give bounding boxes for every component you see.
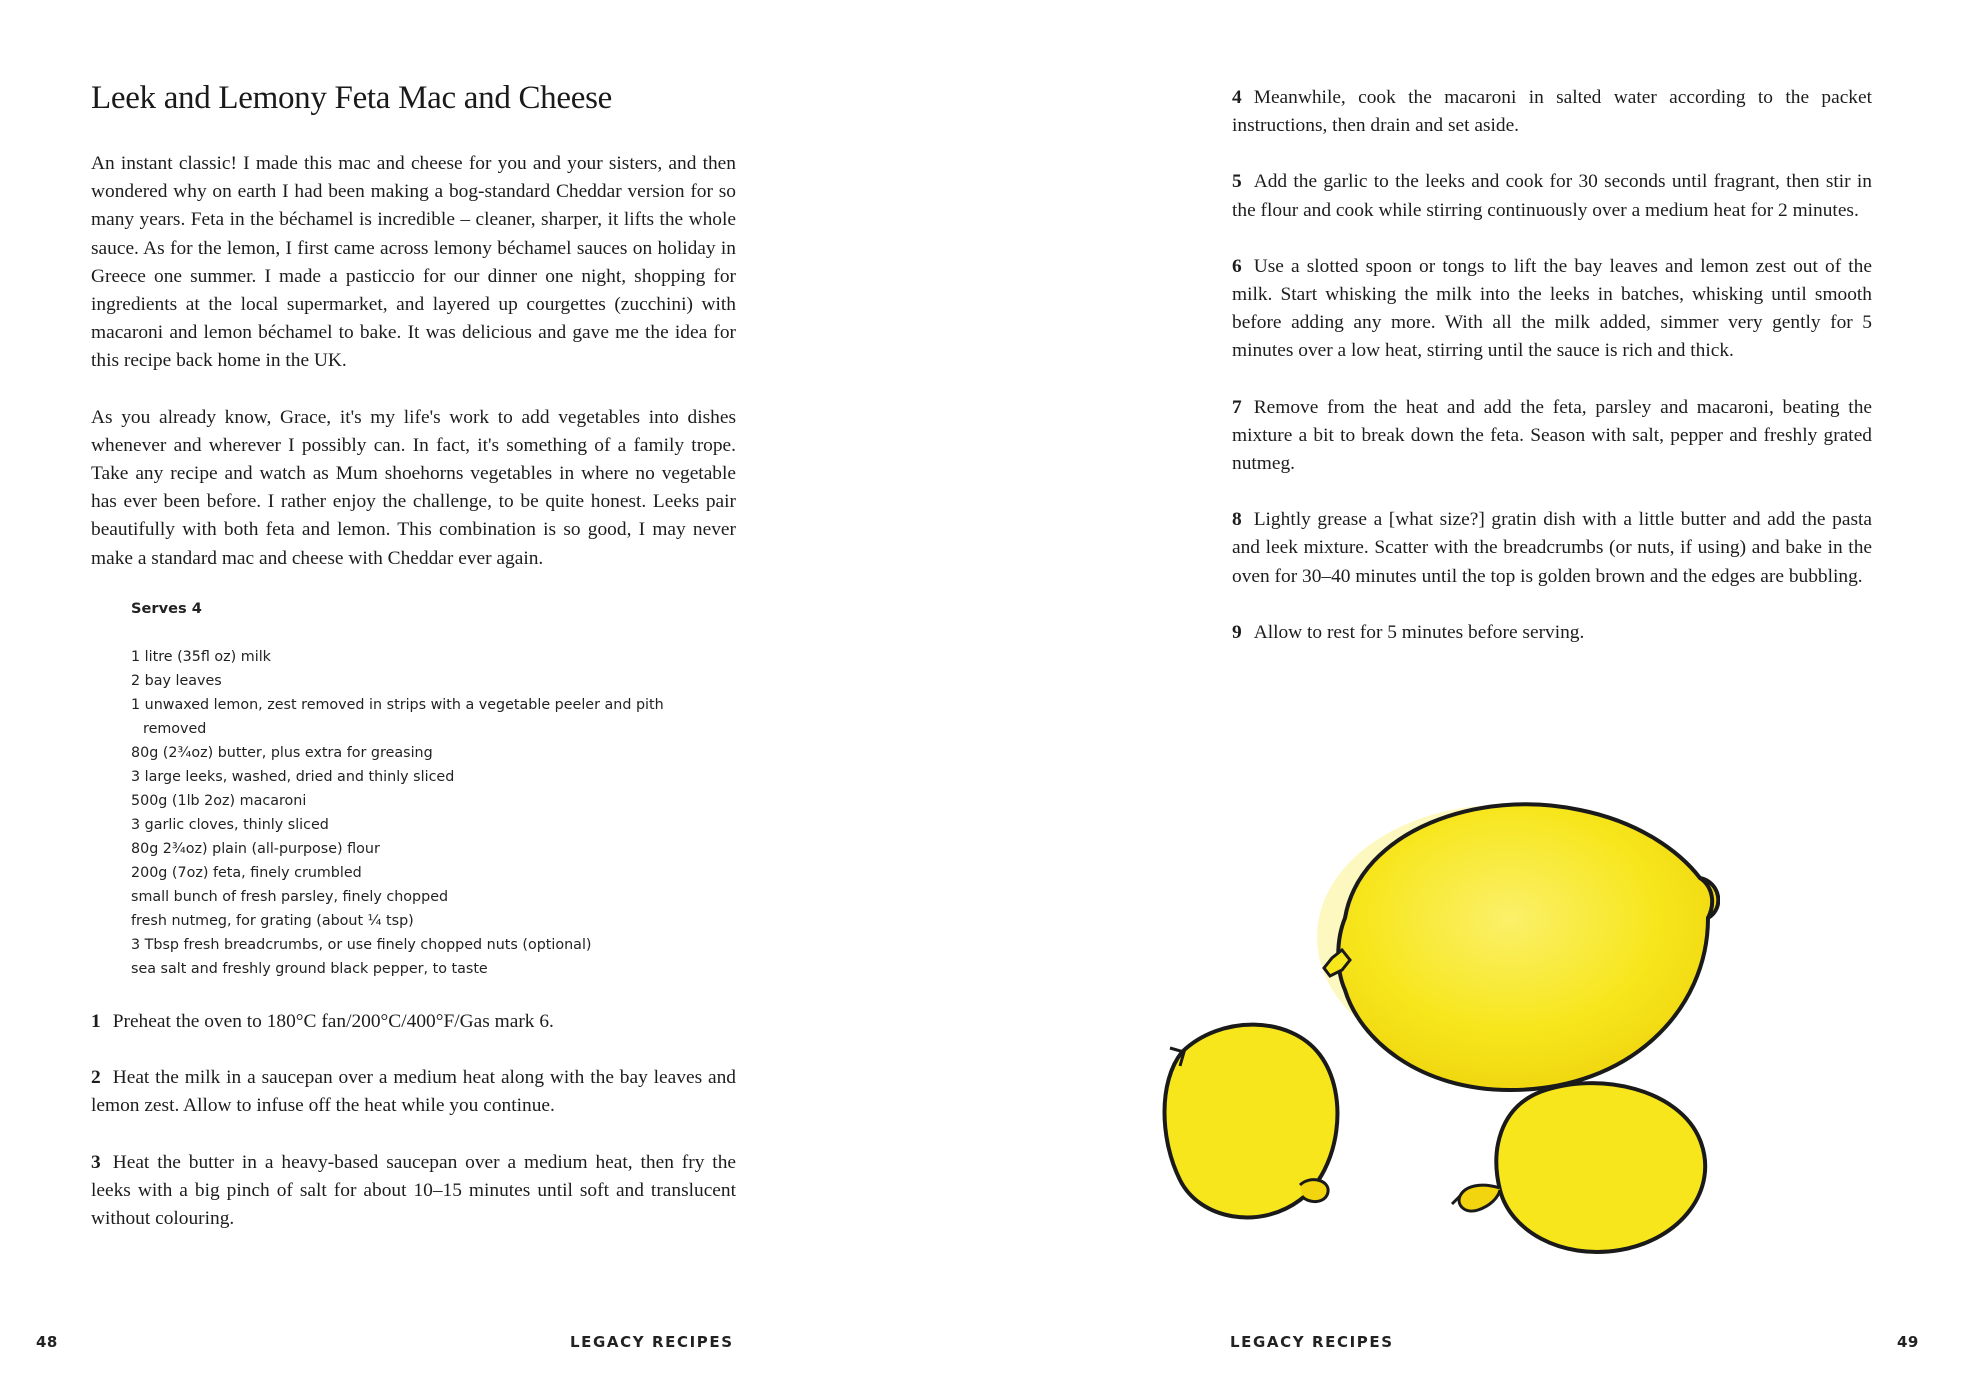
step-text: Remove from the heat and add the feta, parsley and macaroni, beating the mixture a bit to break down the feta. Season with salt, pepper and freshly grated nutmeg. — [1232, 396, 1872, 475]
ingredient-item: fresh nutmeg, for grating (about ¼ tsp) — [131, 913, 414, 929]
method-step — [1232, 394, 1872, 479]
page-number-left: 48 — [36, 1333, 58, 1351]
ingredient-item: 80g (2¾oz) butter, plus extra for greasing — [131, 745, 433, 761]
method-step — [1232, 84, 1872, 140]
step-number: 8 — [1232, 509, 1242, 531]
running-head-right: LEGACY RECIPES — [1230, 1333, 1394, 1351]
method-step — [91, 1008, 736, 1036]
ingredient-item: 80g 2¾oz) plain (all-purpose) flour — [131, 841, 380, 857]
step-text: Heat the milk in a saucepan over a medium heat along with the bay leaves and lemon zest. Allow to infuse off the heat while you continue. — [91, 1067, 736, 1117]
step-number: 5 — [1232, 171, 1242, 193]
ingredient-item: 200g (7oz) feta, finely crumbled — [131, 865, 362, 881]
step-number: 9 — [1232, 621, 1242, 643]
ingredient-item: 3 garlic cloves, thinly sliced — [131, 817, 329, 833]
method-step — [91, 1149, 736, 1234]
intro-text — [91, 150, 736, 601]
serves-label: Serves 4 — [131, 600, 202, 617]
ingredients-block — [131, 600, 731, 981]
method-step — [1232, 506, 1872, 591]
step-text: Add the garlic to the leeks and cook for 30 seconds until fragrant, then stir in the flour and cook while stirring continuously over a medium heat for 2 minutes. — [1232, 171, 1872, 221]
recipe-title: Leek and Lemony Feta Mac and Cheese — [91, 80, 612, 116]
ingredient-item: 2 bay leaves — [131, 673, 222, 689]
ingredient-item: 1 unwaxed lemon, zest removed in strips with a vegetable peeler and pith removed — [131, 697, 664, 737]
method-step — [1232, 253, 1872, 366]
method-steps-right — [1232, 84, 1872, 675]
intro-paragraph: As you already know, Grace, it's my life's work to add vegetables into dishes whenever and wherever I possibly can. In fact, it's something of a family trope. Take any recipe and watch as Mum shoehorns vegetables in where no vegetable has ever been before. I rather enjoy the challenge, to be quite honest. Leeks pair beautifully with both feta and lemon. This combination is so good, I may never make a standard mac and cheese with Cheddar ever again. — [91, 406, 736, 569]
intro-paragraph: An instant classic! I made this mac and cheese for you and your sisters, and then wondered why on earth I had been making a bog-standard Cheddar version for so many years. Feta in the béchamel is incredible – cleaner, sharper, it lifts the whole sauce. As for the lemon, I first came across lemony béchamel sauces on holiday in Greece one summer. I made a pasticcio for our dinner one night, shopping for ingredients at the local supermarket, and layered up courgettes (zucchini) with macaroni and lemon béchamel to bake. It was delicious and gave me the idea for this recipe back home in the UK. — [91, 153, 736, 372]
step-number: 6 — [1232, 255, 1242, 277]
ingredient-item: 1 litre (35fl oz) milk — [131, 649, 271, 665]
ingredient-item: small bunch of fresh parsley, finely chopped — [131, 889, 449, 905]
ingredient-list — [131, 645, 731, 981]
step-text: Meanwhile, cook the macaroni in salted water according to the packet instructions, then drain and set aside. — [1232, 87, 1872, 137]
page-number-right: 49 — [1897, 1333, 1919, 1351]
step-number: 3 — [91, 1151, 101, 1173]
running-head-left: LEGACY RECIPES — [570, 1333, 734, 1351]
medium-lemon-icon — [1452, 1083, 1705, 1252]
step-text: Lightly grease a [what size?] gratin dish with a little butter and add the pasta and leek mixture. Scatter with the breadcrumbs (or nuts, if using) and bake in the oven for 30–40 minutes until the top is golden brown and the edges are bubbling. — [1232, 509, 1872, 587]
ingredient-item: 500g (1lb 2oz) macaroni — [131, 793, 307, 809]
step-number: 1 — [91, 1011, 101, 1032]
large-lemon-icon — [1317, 804, 1718, 1090]
ingredient-item: sea salt and freshly ground black pepper, to taste — [131, 961, 488, 977]
step-text: Allow to rest for 5 minutes before serving. — [1253, 621, 1585, 643]
lemons-illustration-icon — [1160, 790, 1720, 1310]
method-step — [91, 1064, 736, 1120]
method-step — [1232, 168, 1872, 224]
step-number: 4 — [1232, 87, 1242, 108]
ingredient-item: 3 Tbsp fresh breadcrumbs, or use finely chopped nuts (optional) — [131, 937, 592, 953]
step-number: 2 — [91, 1067, 101, 1089]
step-text: Heat the butter in a heavy-based saucepan over a medium heat, then fry the leeks with a big pinch of salt for about 10–15 minutes until soft and translucent without colouring. — [91, 1151, 736, 1230]
small-lemon-icon — [1165, 1025, 1338, 1218]
method-step — [1232, 619, 1872, 647]
step-text: Preheat the oven to 180°C fan/200°C/400°F/Gas mark 6. — [112, 1011, 554, 1032]
ingredient-item: 3 large leeks, washed, dried and thinly sliced — [131, 769, 455, 785]
step-number: 7 — [1232, 396, 1242, 418]
method-steps-left — [91, 1008, 736, 1261]
step-text: Use a slotted spoon or tongs to lift the bay leaves and lemon zest out of the milk. Start whisking the milk into the leeks in batches, whisking until smooth before adding any more. With all the milk added, simmer very gently for 5 minutes over a low heat, stirring until the sauce is rich and thick. — [1232, 255, 1872, 362]
